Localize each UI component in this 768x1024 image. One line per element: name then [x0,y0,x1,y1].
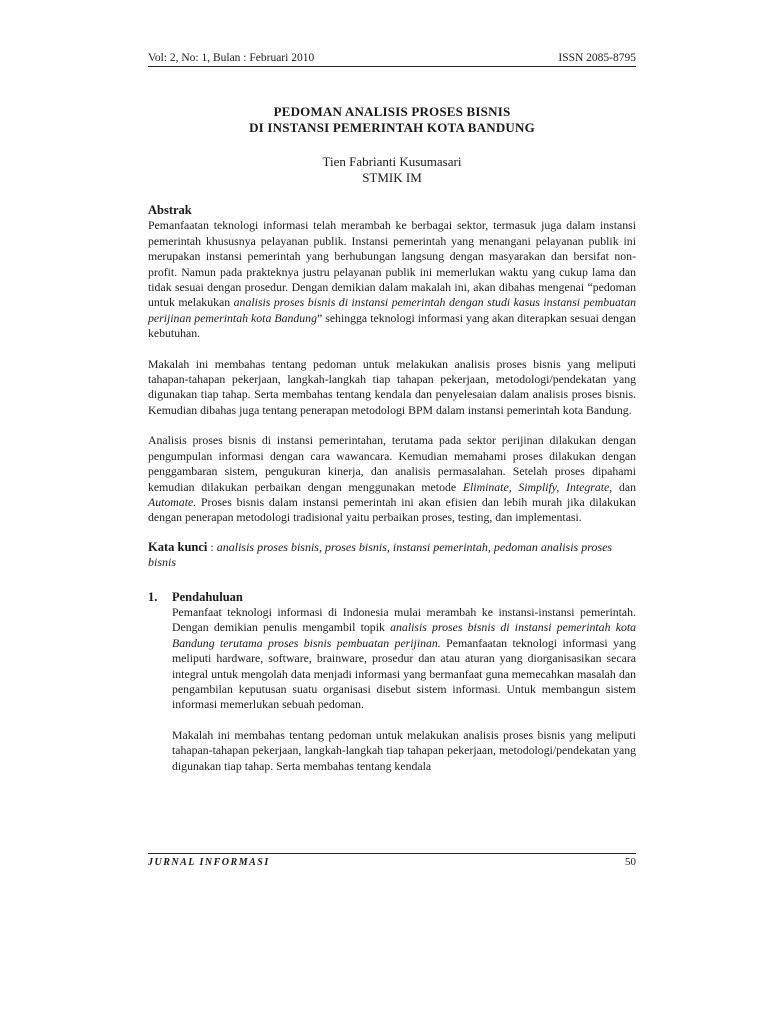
section-paragraph-2: Makalah ini membahas tentang pedoman untuk melakukan analisis proses bisnis yang meliputi tahapan-tahapan pekerjaan, langkah-langkah tiap tahapan pekerjaan, metodologi/pendekatan yang digunakan tiap tahap. Serta membahas tentang kendala [172,727,636,773]
section-content [172,605,636,774]
abstract-p3-text-end: Proses bisnis dalam instansi pemerintah ini akan efisien dan lebih murah jika dilakukan dengan penerapan metodologi tradisional yaitu perbaikan proses, testing, dan implementasi. [148,494,636,525]
abstract-p3-automate: Automate. [148,494,197,509]
keywords [148,540,636,571]
keywords-separator: : [207,539,217,554]
section-p1-text-end: Pemanfaatan teknologi informasi yang meliputi hardware, software, brainware, prosedur dan atau aturan yang diorganisasikan secara integral untuk mengolah data menjadi informasi yang bermanfaat guna memecahkan masalah dan pengambilan keputusan suatu organisasi disebut sistem informasi. Untuk membangun sistem informasi memerlukan sebuah pedoman. [172,635,636,712]
keywords-text: analisis proses bisnis, proses bisnis, instansi pemerintah, pedoman analisis proses bisnis [148,539,613,570]
volume-info: Vol: 2, No: 1, Bulan : Februari 2010 [148,52,315,64]
running-header [148,52,636,67]
abstract-paragraph-3 [148,433,636,525]
abstract-p3-text: Analisis proses bisnis di instansi pemerintahan, terutama pada sektor perijinan dilakukan dengan pengumpulan informasi dengan cara wawancara. Kemudian memahami proses dilakukan dengan penggambaran sistem, pengukuran kinerja, dan analisis permasalahan. Setelah proses dipahami kemudian dilakukan perbaikan dengan menggunakan metode [148,433,636,494]
section-paragraph-1 [172,605,636,713]
abstract-paragraph-1 [148,218,636,341]
section-number: 1. [148,589,158,604]
abstract-p3-conj: dan [612,479,636,494]
section-p1-italic: analisis proses bisnis di instansi pemerintah kota Bandung terutama proses bisnis pembuatan perijinan. [172,620,637,650]
paper-title-line-1: PEDOMAN ANALISIS PROSES BISNIS [273,104,511,119]
title-block [148,104,636,186]
abstract-p1-italic: analisis proses bisnis di instansi pemerintah dengan studi kasus instansi pembuatan perijinan pemerintah kota Bandung [148,295,636,325]
abstract-paragraph-2: Makalah ini membahas tentang pedoman untuk melakukan analisis proses bisnis yang meliputi tahapan-tahapan pekerjaan, langkah-langkah tiap tahapan pekerjaan, metodologi/pendekatan yang digunakan tiap tahap. Serta membahas tentang kendala dan penyelesaian dalam analisis proses bisnis. Kemudian dibahas juga tentang penerapan metodologi BPM dalam instansi pemerintah kota Bandung. [148,356,636,417]
author-name: Tien Fabrianti Kusumasari [322,154,462,169]
running-footer [148,853,636,868]
paper-title-line-2: DI INSTANSI PEMERINTAH KOTA BANDUNG [249,120,535,135]
abstract-p3-methods: Eliminate, Simplify, Integrate, [462,479,613,494]
journal-name: JURNAL INFORMASI [148,857,270,868]
keywords-label: Kata kunci [148,539,208,554]
author-affiliation: STMIK IM [362,170,422,185]
abstract-p1-text-end: ” sehingga teknologi informasi yang akan diterapkan sesuai dengan kebutuhan. [148,310,636,341]
section-heading [148,590,636,605]
abstract-p1-text: Pemanfaatan teknologi informasi telah merambah ke berbagai sektor, termasuk juga dalam instansi pemerintah khususnya pelayanan publik. Instansi pemerintah yang menangani pelayanan publik ini merupakan instansi pemerintah yang berhubungan langsung dengan masyarakan dan bersifat non-profit. Namun pada prakteknya justru pelayanan publik ini memerlukan waktu yang cukup lama dan tidak sesuai dengan prosedur. Dengan demikian dalam makalah ini, akan dibahas mengenai “pedoman untuk melakukan [148,218,636,310]
abstract-heading: Abstrak [148,203,192,217]
article-body [148,203,636,774]
section-title: Pendahuluan [172,589,243,604]
page-number: 50 [625,856,636,868]
issn: ISSN 2085-8795 [558,52,636,64]
section-p1-text: Pemanfaat teknologi informasi di Indonesia mulai merambah ke instansi-instansi pemerintah. Dengan demikian penulis mengambil topik [172,604,636,635]
